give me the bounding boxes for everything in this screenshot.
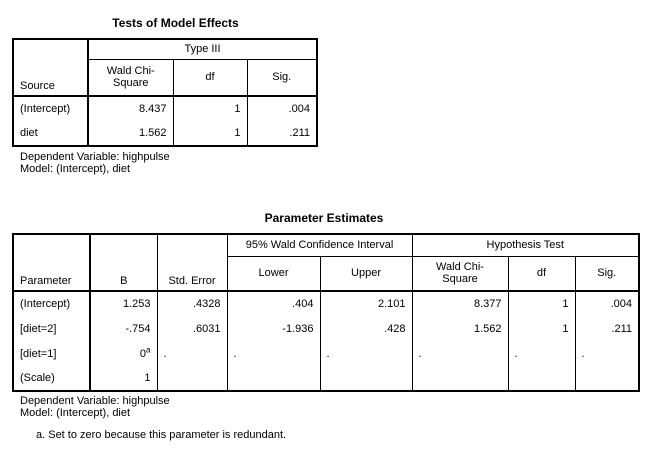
wald-chi-square-header: Wald Chi- Square xyxy=(412,256,508,291)
upper-value xyxy=(320,366,412,391)
upper-header: Upper xyxy=(320,256,412,291)
df-value: 1 xyxy=(173,121,247,146)
df-value xyxy=(508,366,575,391)
table-row xyxy=(13,341,639,366)
lower-value: -1.936 xyxy=(227,316,320,341)
b-value: -.754 xyxy=(90,316,157,341)
std-error-value xyxy=(157,366,227,391)
row-label: diet xyxy=(13,121,88,146)
row-label: [diet=2] xyxy=(13,316,90,341)
parameter-estimates-footnote xyxy=(20,395,170,419)
parameter-estimates-table xyxy=(12,233,640,392)
wald-chi-square-header: Wald Chi- Square xyxy=(88,59,173,96)
lower-value: . xyxy=(227,341,320,366)
std-error-value: . xyxy=(157,341,227,366)
lower-value xyxy=(227,366,320,391)
model-note: Model: (Intercept), diet xyxy=(20,407,131,419)
upper-value: 2.101 xyxy=(320,291,412,316)
model-effects-table xyxy=(12,38,318,147)
row-label: (Intercept) xyxy=(13,96,88,121)
df-value: 1 xyxy=(508,291,575,316)
df-header: df xyxy=(173,59,247,96)
parameter-header: Parameter xyxy=(13,234,90,291)
row-label: [diet=1] xyxy=(13,341,90,366)
df-value: 1 xyxy=(508,316,575,341)
source-header: Source xyxy=(13,39,88,96)
wald-value: 1.562 xyxy=(412,316,508,341)
table-row xyxy=(13,121,317,146)
dependent-variable-note: Dependent Variable: highpulse xyxy=(20,395,170,407)
wald-value: . xyxy=(412,341,508,366)
table-row xyxy=(13,316,639,341)
df-value: . xyxy=(508,341,575,366)
std-error-value: .6031 xyxy=(157,316,227,341)
sig-header: Sig. xyxy=(247,59,317,96)
parameter-estimates-title: Parameter Estimates xyxy=(264,211,384,225)
sig-value: .004 xyxy=(288,103,311,115)
sig-value: . xyxy=(581,347,585,360)
table-row xyxy=(13,291,639,316)
hypothesis-test-header: Hypothesis Test xyxy=(412,234,639,256)
df-header: df xyxy=(508,256,575,291)
table-row xyxy=(13,96,317,121)
model-effects-title: Tests of Model Effects xyxy=(112,16,239,30)
upper-value: .428 xyxy=(320,316,412,341)
table-row xyxy=(13,366,639,391)
row-label: (Intercept) xyxy=(13,291,90,316)
b-value: 0$^a$ xyxy=(90,341,157,366)
model-note: Model: (Intercept), diet xyxy=(20,163,131,175)
wald-value: 1.562 xyxy=(88,121,173,146)
df-value: 1 xyxy=(173,96,247,121)
sig-header: Sig. xyxy=(575,256,639,291)
sig-value: .004 xyxy=(610,298,633,310)
wald-value: 8.437 xyxy=(88,96,173,121)
sig-value xyxy=(575,366,639,391)
type-iii-header: Type III xyxy=(88,39,317,59)
sig-value: .211 xyxy=(611,322,633,335)
row-label: (Scale) xyxy=(13,366,90,391)
b-value: 1 xyxy=(90,366,157,391)
lower-header: Lower xyxy=(227,256,320,291)
b-value: 1.253 xyxy=(90,291,157,316)
lower-value: .404 xyxy=(227,291,320,316)
std-error-header: Std. Error xyxy=(157,234,227,291)
b-header: B xyxy=(90,234,157,291)
upper-value: . xyxy=(320,341,412,366)
footnote-marker: a xyxy=(146,344,151,354)
sig-value: .211 xyxy=(289,127,311,139)
wald-value xyxy=(412,366,508,391)
model-effects-footnote xyxy=(20,151,170,175)
dependent-variable-note: Dependent Variable: highpulse xyxy=(20,151,170,163)
confidence-interval-header: 95% Wald Confidence Interval xyxy=(227,234,412,256)
std-error-value: .4328 xyxy=(157,291,227,316)
wald-value: 8.377 xyxy=(412,291,508,316)
redundant-parameter-note: a. Set to zero because this parameter is redundant. xyxy=(36,429,287,441)
